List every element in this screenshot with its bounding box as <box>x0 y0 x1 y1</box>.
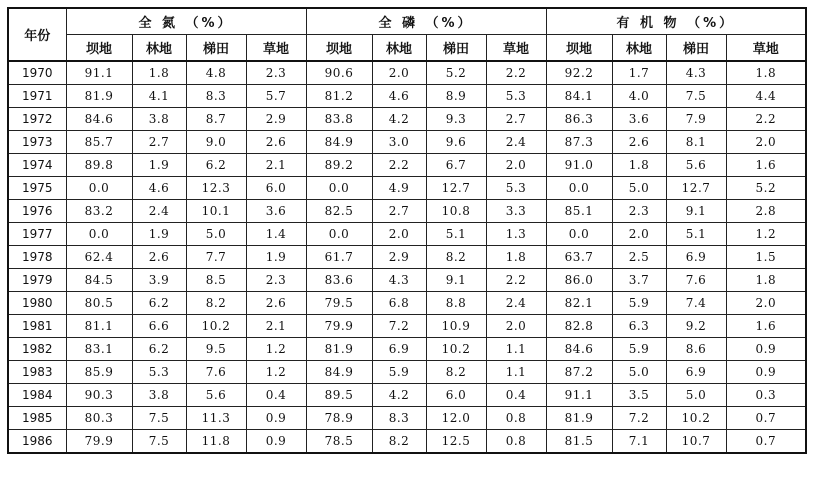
table-row <box>8 108 806 131</box>
value-cell: 8.2 <box>426 361 486 384</box>
value-cell: 7.5 <box>132 407 186 430</box>
value-cell: 1.8 <box>486 246 546 269</box>
value-cell: 6.6 <box>132 315 186 338</box>
value-cell: 1.1 <box>486 338 546 361</box>
value-cell: 79.5 <box>306 292 372 315</box>
value-cell: 12.5 <box>426 430 486 454</box>
value-cell: 2.0 <box>726 292 806 315</box>
year-cell: 1980 <box>8 292 66 315</box>
value-cell: 0.4 <box>246 384 306 407</box>
value-cell: 2.0 <box>486 154 546 177</box>
value-cell: 5.9 <box>612 292 666 315</box>
value-cell: 9.0 <box>186 131 246 154</box>
value-cell: 3.5 <box>612 384 666 407</box>
group-header-organic-matter: 有 机 物 （%） <box>546 8 806 35</box>
value-cell: 0.9 <box>246 407 306 430</box>
value-cell: 8.6 <box>666 338 726 361</box>
value-cell: 2.3 <box>612 200 666 223</box>
value-cell: 90.3 <box>66 384 132 407</box>
value-cell: 11.3 <box>186 407 246 430</box>
table-row <box>8 384 806 407</box>
value-cell: 11.8 <box>186 430 246 454</box>
value-cell: 2.1 <box>246 315 306 338</box>
value-cell: 6.7 <box>426 154 486 177</box>
value-cell: 0.0 <box>306 177 372 200</box>
value-cell: 6.9 <box>666 246 726 269</box>
year-cell: 1976 <box>8 200 66 223</box>
value-cell: 80.3 <box>66 407 132 430</box>
value-cell: 2.5 <box>612 246 666 269</box>
value-cell: 84.5 <box>66 269 132 292</box>
value-cell: 3.8 <box>132 108 186 131</box>
year-cell: 1978 <box>8 246 66 269</box>
value-cell: 84.1 <box>546 85 612 108</box>
value-cell: 2.6 <box>246 292 306 315</box>
value-cell: 1.8 <box>726 269 806 292</box>
value-cell: 4.6 <box>132 177 186 200</box>
value-cell: 2.1 <box>246 154 306 177</box>
value-cell: 1.9 <box>132 223 186 246</box>
value-cell: 0.8 <box>486 407 546 430</box>
value-cell: 2.0 <box>486 315 546 338</box>
value-cell: 10.9 <box>426 315 486 338</box>
table-row <box>8 177 806 200</box>
value-cell: 0.0 <box>66 223 132 246</box>
value-cell: 4.9 <box>372 177 426 200</box>
value-cell: 83.2 <box>66 200 132 223</box>
value-cell: 92.2 <box>546 61 612 85</box>
value-cell: 2.7 <box>132 131 186 154</box>
value-cell: 89.5 <box>306 384 372 407</box>
value-cell: 0.9 <box>726 338 806 361</box>
table-container <box>7 7 807 454</box>
year-cell: 1970 <box>8 61 66 85</box>
value-cell: 8.7 <box>186 108 246 131</box>
value-cell: 10.2 <box>666 407 726 430</box>
value-cell: 87.2 <box>546 361 612 384</box>
value-cell: 5.6 <box>186 384 246 407</box>
table-body <box>8 61 806 453</box>
subheader-phosphorus-1: 林地 <box>372 35 426 62</box>
value-cell: 2.2 <box>726 108 806 131</box>
value-cell: 7.6 <box>666 269 726 292</box>
value-cell: 3.3 <box>486 200 546 223</box>
value-cell: 4.2 <box>372 384 426 407</box>
value-cell: 78.9 <box>306 407 372 430</box>
value-cell: 4.3 <box>666 61 726 85</box>
value-cell: 5.0 <box>666 384 726 407</box>
value-cell: 8.5 <box>186 269 246 292</box>
value-cell: 10.1 <box>186 200 246 223</box>
value-cell: 0.0 <box>546 223 612 246</box>
year-cell: 1984 <box>8 384 66 407</box>
value-cell: 1.5 <box>726 246 806 269</box>
value-cell: 81.1 <box>66 315 132 338</box>
value-cell: 7.5 <box>666 85 726 108</box>
subheader-nitrogen-1: 林地 <box>132 35 186 62</box>
value-cell: 9.5 <box>186 338 246 361</box>
value-cell: 6.2 <box>132 338 186 361</box>
value-cell: 3.6 <box>246 200 306 223</box>
value-cell: 7.9 <box>666 108 726 131</box>
value-cell: 2.2 <box>372 154 426 177</box>
value-cell: 5.3 <box>132 361 186 384</box>
subheader-organic-3: 草地 <box>726 35 806 62</box>
nutrient-table <box>7 7 807 454</box>
value-cell: 5.9 <box>612 338 666 361</box>
value-cell: 0.7 <box>726 407 806 430</box>
value-cell: 5.2 <box>726 177 806 200</box>
value-cell: 7.4 <box>666 292 726 315</box>
value-cell: 1.4 <box>246 223 306 246</box>
table-row <box>8 430 806 454</box>
value-cell: 1.3 <box>486 223 546 246</box>
value-cell: 1.2 <box>726 223 806 246</box>
value-cell: 8.2 <box>372 430 426 454</box>
table-row <box>8 200 806 223</box>
value-cell: 63.7 <box>546 246 612 269</box>
value-cell: 8.3 <box>372 407 426 430</box>
group-header-total-phosphorus: 全 磷 （%） <box>306 8 546 35</box>
header-row-land-types <box>8 35 806 62</box>
value-cell: 0.9 <box>246 430 306 454</box>
value-cell: 6.9 <box>666 361 726 384</box>
value-cell: 6.0 <box>246 177 306 200</box>
value-cell: 4.8 <box>186 61 246 85</box>
subheader-nitrogen-2: 梯田 <box>186 35 246 62</box>
value-cell: 2.9 <box>246 108 306 131</box>
value-cell: 2.6 <box>132 246 186 269</box>
subheader-phosphorus-2: 梯田 <box>426 35 486 62</box>
value-cell: 81.9 <box>306 338 372 361</box>
value-cell: 85.9 <box>66 361 132 384</box>
value-cell: 4.1 <box>132 85 186 108</box>
value-cell: 87.3 <box>546 131 612 154</box>
value-cell: 82.1 <box>546 292 612 315</box>
value-cell: 89.8 <box>66 154 132 177</box>
value-cell: 0.8 <box>486 430 546 454</box>
value-cell: 12.7 <box>426 177 486 200</box>
value-cell: 2.3 <box>246 61 306 85</box>
table-row <box>8 131 806 154</box>
value-cell: 0.0 <box>306 223 372 246</box>
subheader-phosphorus-3: 草地 <box>486 35 546 62</box>
value-cell: 84.9 <box>306 131 372 154</box>
value-cell: 1.6 <box>726 154 806 177</box>
table-row <box>8 338 806 361</box>
value-cell: 79.9 <box>306 315 372 338</box>
value-cell: 0.4 <box>486 384 546 407</box>
value-cell: 8.3 <box>186 85 246 108</box>
year-cell: 1986 <box>8 430 66 454</box>
value-cell: 10.2 <box>186 315 246 338</box>
value-cell: 7.6 <box>186 361 246 384</box>
value-cell: 4.4 <box>726 85 806 108</box>
table-row <box>8 269 806 292</box>
value-cell: 0.7 <box>726 430 806 454</box>
value-cell: 2.0 <box>372 61 426 85</box>
value-cell: 83.8 <box>306 108 372 131</box>
year-cell: 1973 <box>8 131 66 154</box>
year-cell: 1975 <box>8 177 66 200</box>
year-cell: 1981 <box>8 315 66 338</box>
year-cell: 1972 <box>8 108 66 131</box>
value-cell: 9.6 <box>426 131 486 154</box>
value-cell: 84.6 <box>546 338 612 361</box>
value-cell: 1.6 <box>726 315 806 338</box>
value-cell: 6.0 <box>426 384 486 407</box>
value-cell: 7.5 <box>132 430 186 454</box>
header-row-groups <box>8 8 806 35</box>
value-cell: 2.2 <box>486 61 546 85</box>
group-header-total-nitrogen: 全 氮 （%） <box>66 8 306 35</box>
value-cell: 8.9 <box>426 85 486 108</box>
value-cell: 5.3 <box>486 177 546 200</box>
value-cell: 2.7 <box>372 200 426 223</box>
table-row <box>8 407 806 430</box>
value-cell: 5.9 <box>372 361 426 384</box>
year-cell: 1977 <box>8 223 66 246</box>
value-cell: 7.2 <box>372 315 426 338</box>
subheader-nitrogen-3: 草地 <box>246 35 306 62</box>
value-cell: 2.6 <box>246 131 306 154</box>
value-cell: 2.2 <box>486 269 546 292</box>
value-cell: 5.0 <box>612 177 666 200</box>
value-cell: 3.7 <box>612 269 666 292</box>
value-cell: 10.8 <box>426 200 486 223</box>
value-cell: 1.2 <box>246 361 306 384</box>
table-row <box>8 85 806 108</box>
value-cell: 6.8 <box>372 292 426 315</box>
value-cell: 81.9 <box>546 407 612 430</box>
table-row <box>8 223 806 246</box>
year-cell: 1979 <box>8 269 66 292</box>
subheader-organic-0: 坝地 <box>546 35 612 62</box>
value-cell: 9.3 <box>426 108 486 131</box>
value-cell: 1.8 <box>726 61 806 85</box>
value-cell: 2.8 <box>726 200 806 223</box>
value-cell: 82.5 <box>306 200 372 223</box>
year-cell: 1971 <box>8 85 66 108</box>
value-cell: 0.0 <box>546 177 612 200</box>
value-cell: 10.7 <box>666 430 726 454</box>
subheader-phosphorus-0: 坝地 <box>306 35 372 62</box>
value-cell: 86.0 <box>546 269 612 292</box>
year-header: 年份 <box>8 8 66 61</box>
table-row <box>8 61 806 85</box>
value-cell: 10.2 <box>426 338 486 361</box>
value-cell: 1.2 <box>246 338 306 361</box>
value-cell: 5.6 <box>666 154 726 177</box>
value-cell: 91.1 <box>66 61 132 85</box>
value-cell: 2.4 <box>132 200 186 223</box>
value-cell: 2.0 <box>612 223 666 246</box>
value-cell: 1.7 <box>612 61 666 85</box>
value-cell: 6.2 <box>132 292 186 315</box>
value-cell: 82.8 <box>546 315 612 338</box>
value-cell: 3.8 <box>132 384 186 407</box>
value-cell: 5.0 <box>186 223 246 246</box>
value-cell: 5.1 <box>426 223 486 246</box>
value-cell: 0.0 <box>66 177 132 200</box>
value-cell: 7.2 <box>612 407 666 430</box>
value-cell: 8.1 <box>666 131 726 154</box>
value-cell: 2.7 <box>486 108 546 131</box>
table-row <box>8 315 806 338</box>
value-cell: 9.1 <box>426 269 486 292</box>
value-cell: 3.6 <box>612 108 666 131</box>
value-cell: 6.3 <box>612 315 666 338</box>
value-cell: 8.2 <box>186 292 246 315</box>
value-cell: 4.2 <box>372 108 426 131</box>
value-cell: 2.0 <box>372 223 426 246</box>
value-cell: 83.1 <box>66 338 132 361</box>
value-cell: 84.9 <box>306 361 372 384</box>
table-row <box>8 361 806 384</box>
value-cell: 2.0 <box>726 131 806 154</box>
value-cell: 0.3 <box>726 384 806 407</box>
value-cell: 3.9 <box>132 269 186 292</box>
value-cell: 78.5 <box>306 430 372 454</box>
value-cell: 5.1 <box>666 223 726 246</box>
value-cell: 6.2 <box>186 154 246 177</box>
value-cell: 91.0 <box>546 154 612 177</box>
value-cell: 62.4 <box>66 246 132 269</box>
value-cell: 81.2 <box>306 85 372 108</box>
value-cell: 5.7 <box>246 85 306 108</box>
table-row <box>8 292 806 315</box>
value-cell: 4.0 <box>612 85 666 108</box>
value-cell: 89.2 <box>306 154 372 177</box>
table-row <box>8 154 806 177</box>
value-cell: 12.3 <box>186 177 246 200</box>
value-cell: 1.9 <box>132 154 186 177</box>
value-cell: 8.2 <box>426 246 486 269</box>
value-cell: 7.7 <box>186 246 246 269</box>
value-cell: 4.6 <box>372 85 426 108</box>
year-cell: 1974 <box>8 154 66 177</box>
subheader-organic-2: 梯田 <box>666 35 726 62</box>
value-cell: 9.1 <box>666 200 726 223</box>
value-cell: 8.8 <box>426 292 486 315</box>
value-cell: 2.6 <box>612 131 666 154</box>
value-cell: 0.9 <box>726 361 806 384</box>
value-cell: 2.4 <box>486 131 546 154</box>
value-cell: 80.5 <box>66 292 132 315</box>
value-cell: 1.8 <box>132 61 186 85</box>
value-cell: 7.1 <box>612 430 666 454</box>
value-cell: 5.2 <box>426 61 486 85</box>
subheader-nitrogen-0: 坝地 <box>66 35 132 62</box>
value-cell: 85.1 <box>546 200 612 223</box>
subheader-organic-1: 林地 <box>612 35 666 62</box>
value-cell: 12.0 <box>426 407 486 430</box>
value-cell: 61.7 <box>306 246 372 269</box>
value-cell: 90.6 <box>306 61 372 85</box>
value-cell: 1.9 <box>246 246 306 269</box>
value-cell: 86.3 <box>546 108 612 131</box>
value-cell: 79.9 <box>66 430 132 454</box>
value-cell: 2.4 <box>486 292 546 315</box>
value-cell: 2.9 <box>372 246 426 269</box>
value-cell: 1.1 <box>486 361 546 384</box>
value-cell: 83.6 <box>306 269 372 292</box>
table-row <box>8 246 806 269</box>
value-cell: 5.0 <box>612 361 666 384</box>
year-cell: 1983 <box>8 361 66 384</box>
year-cell: 1985 <box>8 407 66 430</box>
value-cell: 3.0 <box>372 131 426 154</box>
year-cell: 1982 <box>8 338 66 361</box>
value-cell: 81.5 <box>546 430 612 454</box>
value-cell: 2.3 <box>246 269 306 292</box>
value-cell: 85.7 <box>66 131 132 154</box>
value-cell: 4.3 <box>372 269 426 292</box>
value-cell: 9.2 <box>666 315 726 338</box>
value-cell: 91.1 <box>546 384 612 407</box>
value-cell: 6.9 <box>372 338 426 361</box>
value-cell: 81.9 <box>66 85 132 108</box>
value-cell: 84.6 <box>66 108 132 131</box>
value-cell: 5.3 <box>486 85 546 108</box>
value-cell: 12.7 <box>666 177 726 200</box>
value-cell: 1.8 <box>612 154 666 177</box>
